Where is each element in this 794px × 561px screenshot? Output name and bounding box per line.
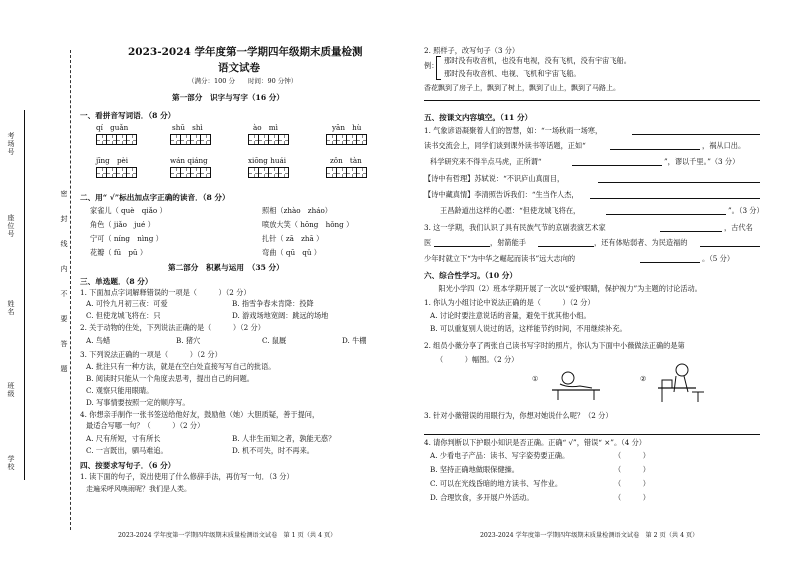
choice-option[interactable]: D. 写事情要按照一定的顺序写。 — [86, 398, 190, 407]
q1-heading: 一、看拼音写词语．（8 分） — [80, 111, 176, 120]
figure-label-2: ② — [640, 374, 647, 383]
margin-label-school: 学校 — [7, 455, 15, 471]
fill-blank[interactable] — [590, 198, 760, 199]
exam-info: （满分：100 分 时间：90 分钟） — [188, 77, 298, 85]
fill-blank[interactable] — [640, 262, 700, 263]
fill-blank[interactable] — [610, 149, 700, 150]
char-grid[interactable] — [248, 134, 288, 145]
q5-1-text: ”，谬以千里。”（3 分） — [664, 157, 740, 166]
fill-blank[interactable] — [606, 214, 726, 215]
choice-option[interactable]: A. 批注只有一种方法，就是在空白处直接写写自己的批语。 — [86, 362, 276, 371]
char-grid[interactable] — [170, 167, 210, 178]
choice-option[interactable]: A. 尺有所短，寸有所长 — [86, 434, 161, 443]
margin-label-class: 班级 — [7, 382, 15, 398]
part2-heading: 第二部分 积累与运用 （35 分） — [168, 263, 284, 272]
q4-1-stem: 1. 读下面的句子，说出使用了什么修辞手法，再仿写一句．（3 分） — [80, 472, 294, 481]
q6-heading: 六、综合性学习。（10 分） — [424, 271, 517, 280]
figure-bad-posture — [546, 366, 602, 400]
q4-2-stem: 2. 照样子，改写句子（3 分） — [424, 46, 520, 55]
exam-title: 2023-2024 学年度第一学期四年级期末质量检测 — [128, 46, 363, 58]
q3-4-stem: 4. 你想亲手制作一张书签送给他好友，鼓励他（她）大胆质疑，善于提问， — [80, 410, 320, 419]
q5-1-text: ，祸从口出。 — [702, 141, 746, 150]
judge-paren[interactable]: （ ） — [614, 465, 650, 474]
example-brace — [436, 56, 441, 80]
q6-4-stem: 4. 请你判断以下护眼小知识是否正确。正确“ √”，错误“ ×”。（4 分） — [424, 438, 646, 447]
seal-dashed-line — [70, 50, 71, 530]
pinyin: qí guǎn — [96, 123, 129, 132]
fill-blank[interactable] — [598, 182, 760, 183]
margin-label-seat: 座位号 — [7, 214, 15, 238]
pinyin: shū shì — [172, 123, 203, 132]
seal-word: 答 — [60, 340, 68, 348]
q6-2-stem: 2. 组员小薇分享了两张自己读书写字时的照片，你认为下面中小薇做法正确的是第 — [424, 341, 685, 350]
choice-option[interactable]: A. 可怜九月初三夜：可爱 — [86, 299, 168, 308]
q5-2-text: 王昌龄道出这样的心愿：“但使龙城飞将在， — [440, 206, 581, 215]
q5-3-text: ，还有体贴弱者、为民造福的 — [594, 238, 688, 247]
exam-subtitle: 语文试卷 — [218, 62, 260, 74]
char-grid[interactable] — [96, 134, 136, 145]
pinyin: jīng pèi — [96, 156, 129, 165]
seal-word: 要 — [60, 315, 68, 323]
choice-option[interactable]: B. 阅读时只能从一个角度去思考，提出自己的问题。 — [86, 374, 254, 383]
example-sentence: 那时没有收音机、电视、飞机和宇宙飞船。 — [444, 69, 581, 78]
char-grid[interactable] — [170, 134, 210, 145]
q4-heading: 四、按要求写句子．（6 分） — [80, 461, 176, 470]
choice-option[interactable]: B. 可以重复别人说过的话，这样能节约时间，不用继续补充。 — [430, 324, 627, 333]
choice-option[interactable]: D. 牛棚 — [342, 336, 367, 345]
answer-line[interactable] — [424, 100, 760, 101]
q5-1-text: 读书交流会上，同学们谈到课外读书等话题，正如“ — [424, 141, 586, 150]
seal-word: 不 — [60, 290, 68, 298]
reading-option[interactable]: 角色（ jiǎo jué ） — [90, 220, 155, 229]
q5-heading: 五、按课文内容填空。（11 分） — [424, 113, 533, 122]
fill-blank[interactable] — [434, 246, 490, 247]
q3-3-stem: 3. 下列说法正确的一项是（ ）（2 分） — [80, 350, 222, 359]
choice-option[interactable]: A. 讨论时要注意说话的音量，避免干扰其他小组。 — [430, 311, 591, 320]
judge-item: D. 合理饮食，多开展户外活动。 — [430, 493, 534, 502]
pinyin: xiōng huái — [248, 156, 287, 165]
figure-label-1: ① — [532, 374, 539, 383]
q6-1-stem: 1. 你认为小组讨论中说法正确的是（ ）（2 分） — [424, 298, 595, 307]
char-grid[interactable] — [248, 167, 288, 178]
char-grid[interactable] — [326, 134, 366, 145]
fill-blank[interactable] — [538, 246, 594, 247]
char-grid[interactable] — [96, 167, 136, 178]
choice-option[interactable]: A. 鸟蜡 — [86, 336, 111, 345]
seal-word: 密 — [60, 190, 68, 198]
char-grid[interactable] — [326, 167, 366, 178]
seal-word: 线 — [60, 240, 68, 248]
reading-option[interactable]: 扎针（ zā zhā ） — [262, 234, 324, 243]
judge-paren[interactable]: （ ） — [614, 493, 650, 502]
reading-option[interactable]: 家雀儿（ què qiǎo ） — [90, 206, 167, 215]
pinyin: zǒn tàn — [330, 156, 362, 165]
answer-line[interactable] — [424, 434, 760, 435]
example-sentence: 那时没有收音机，也没有电视，没有飞机，没有宇宙飞船。 — [444, 56, 631, 65]
figure-good-posture — [656, 362, 706, 404]
pinyin: wán qiáng — [170, 156, 208, 165]
q5-3-text: ，射箭能手 — [490, 238, 526, 247]
q3-2-stem: 2. 关于动物的住处，下列说法正确的是（ ）（2 分） — [80, 323, 265, 332]
q6-intro: 阳光小学四（2）班本学期开展了一次以“爱护眼睛，保护视力”为主题的讨论活动。 — [424, 284, 702, 293]
choice-option[interactable]: B. 猪穴 — [176, 336, 201, 345]
q5-2-text: 【诗中藏真情】李清照告诉我们：“生当作人杰， — [424, 190, 579, 199]
q2-heading: 二、用“ √”标出加点字正确的读音．（8 分） — [80, 193, 230, 202]
reading-option[interactable]: 花瓣（ fū pū ） — [90, 248, 148, 257]
judge-item: C. 可以在光线昏暗的地方读书、写作业。 — [430, 479, 563, 488]
judge-paren[interactable]: （ ） — [614, 479, 650, 488]
q6-2-stem-cont: （ ）幅图。（2 分） — [436, 355, 519, 364]
part1-heading: 第一部分 识字与写字（16 分） — [172, 93, 284, 102]
reading-option[interactable]: 照相（zhào zháo） — [262, 206, 332, 215]
reading-option[interactable]: 宁可（ níng nìng ） — [90, 234, 163, 243]
q5-1-text: 科学研究来不得半点马虎，正所谓“ — [430, 157, 542, 166]
seal-word: 封 — [60, 215, 68, 223]
choice-option[interactable]: C. 鼠厩 — [262, 336, 287, 345]
choice-option[interactable]: C. 观察只能用眼睛。 — [86, 386, 154, 395]
judge-paren[interactable]: （ ） — [614, 451, 650, 460]
handwritten-sentence: 走遍采呼风唤雨呢？我们是人类。 — [86, 485, 191, 493]
q3-1-stem: 1. 下面加点字词解释错误的一项是（ ）（2 分） — [80, 288, 251, 297]
pinyin: yān hù — [332, 123, 362, 132]
choice-option[interactable]: C. 一言既出，驷马难追。 — [86, 446, 168, 455]
fill-blank[interactable] — [700, 246, 760, 247]
page2-footer: 2023-2024 学年度第一学期四年级期末质量检测语文试卷 第 2 页（共 4 页） — [480, 532, 699, 539]
handwritten-sentence: 香花飘到了房子上，飘到了树上，飘到了山上，飘到了马路上。 — [424, 84, 620, 92]
q5-1-text: 1. 气象谚语凝聚着人们的智慧，如：“一场秋雨一场寒， — [424, 126, 603, 135]
margin-label-name: 姓名 — [7, 300, 15, 316]
fill-blank[interactable] — [660, 231, 722, 232]
fill-blank[interactable] — [632, 134, 760, 135]
choice-option[interactable]: D. 机不可失，时不再来。 — [232, 446, 314, 455]
example-label: 例： — [424, 61, 439, 70]
q5-2-text: 【诗中有哲理】苏轼说：“不识庐山真面目， — [424, 174, 565, 183]
margin-fill-line — [24, 110, 25, 480]
q3-heading: 三、单选题．（8 分） — [80, 277, 153, 286]
q5-3-text: 少年时就立下“为中华之崛起而读书”远大志向的 — [424, 254, 576, 263]
judge-item: B. 坚持正确地做眼保健操。 — [430, 465, 519, 474]
pinyin: ào mì — [253, 123, 278, 132]
seal-word: 题 — [60, 365, 68, 373]
choice-option[interactable]: D. 游戏场地宽阔：跳远的场地 — [232, 311, 329, 320]
q6-3-stem: 3. 针对小薇错误的用眼行为，你想对她说什么呢？（2 分） — [424, 411, 613, 420]
q5-3-text: 。（5 分） — [702, 254, 735, 263]
margin-label-exam-room: 考场号 — [7, 132, 15, 156]
q5-3-text: 3. 这一学期，我们认识了具有民族气节的京剧表演艺术家 — [424, 223, 606, 232]
choice-option[interactable]: C. 但使龙城飞将在：只 — [86, 311, 161, 320]
fill-blank[interactable] — [572, 165, 662, 166]
q5-2-text: ”。（3 分） — [728, 206, 764, 215]
reading-option[interactable]: 弯曲（ qū qǔ ） — [262, 248, 321, 257]
choice-option[interactable]: B. 人非生而知之者，孰能无惑？ — [232, 434, 336, 443]
page1-footer: 2023-2024 学年度第一学期四年级期末质量检测语文试卷 第 1 页（共 4 页） — [118, 532, 337, 539]
q5-3-text: ，古代名 — [724, 223, 753, 232]
q5-3-text: 医 — [424, 238, 432, 247]
seal-word: 内 — [60, 265, 68, 273]
q3-4-stem-cont: 最适合写哪一句？（ ）（2 分） — [86, 421, 205, 430]
reading-option[interactable]: 喷放大笑（ hōng hǒng ） — [262, 220, 354, 229]
choice-option[interactable]: B. 指雪争春未肯降：投降 — [232, 299, 314, 308]
judge-item: A. 少看电子产品：读书、写字姿势要正确。 — [430, 451, 570, 460]
